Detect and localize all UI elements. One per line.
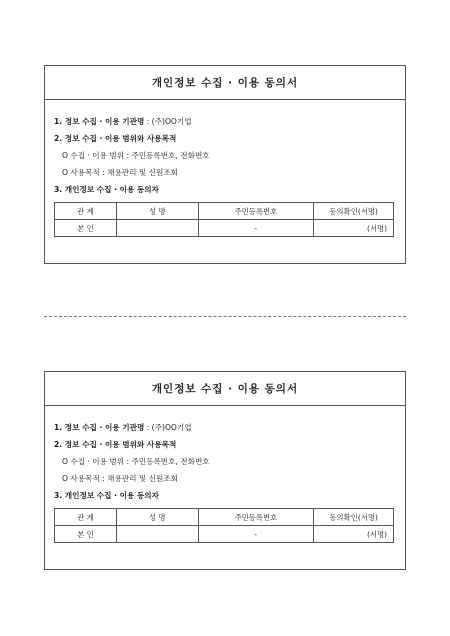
consent-table (54, 508, 394, 543)
cut-line-divider (44, 316, 406, 317)
cell-signature[interactable]: (서명) (314, 220, 394, 237)
item-1-value: : (주)OO기업 (144, 117, 192, 126)
form-body (45, 406, 405, 543)
cell-name[interactable] (116, 526, 198, 543)
cell-relation: 본 인 (55, 526, 117, 543)
item-3-label: 3. 개인정보 수집 · 이용 동의자 (54, 185, 159, 194)
item-2-purpose: O 사용목적 : 채용관리 및 신원조회 (62, 474, 178, 483)
table-header-row (55, 203, 394, 220)
item-3-label: 3. 개인정보 수집 · 이용 동의자 (54, 491, 159, 500)
item-2-label: 2. 정보 수집 · 이용 범위와 사용목적 (54, 440, 177, 449)
item-2-scope: O 수집 · 이용 범위 : 주민등록번호, 전화번호 (62, 457, 210, 466)
table-row (55, 526, 394, 543)
table-header-row (55, 509, 394, 526)
item-1-value: : (주)OO기업 (144, 423, 192, 432)
item-1-label: 1. 정보 수집 · 이용 기관명 (54, 117, 145, 126)
item-2-scope: O 수집 · 이용 범위 : 주민등록번호, 전화번호 (62, 151, 210, 160)
cell-resident-number[interactable]: - (198, 220, 314, 237)
form-title: 개인정보 수집 · 이용 동의서 (45, 66, 405, 100)
form-body (45, 100, 405, 237)
cell-name[interactable] (116, 220, 198, 237)
consent-form-bottom (44, 371, 406, 570)
cell-relation: 본 인 (55, 220, 117, 237)
header-resident-number: 주민등록번호 (198, 203, 314, 220)
item-1 (54, 113, 396, 130)
header-relation: 관 계 (55, 509, 117, 526)
item-1 (54, 419, 396, 436)
header-consent-signature: 동의확인(서명) (314, 203, 394, 220)
item-2-label: 2. 정보 수집 · 이용 범위와 사용목적 (54, 134, 177, 143)
consent-form-top (44, 65, 406, 264)
cell-resident-number[interactable]: - (198, 526, 314, 543)
item-1-label: 1. 정보 수집 · 이용 기관명 (54, 423, 145, 432)
consent-table (54, 202, 394, 237)
header-consent-signature: 동의확인(서명) (314, 509, 394, 526)
form-title: 개인정보 수집 · 이용 동의서 (45, 372, 405, 406)
cell-signature[interactable]: (서명) (314, 526, 394, 543)
header-relation: 관 계 (55, 203, 117, 220)
table-row (55, 220, 394, 237)
item-2-purpose: O 사용목적 : 채용관리 및 신원조회 (62, 168, 178, 177)
header-name: 성 명 (116, 509, 198, 526)
header-resident-number: 주민등록번호 (198, 509, 314, 526)
header-name: 성 명 (116, 203, 198, 220)
